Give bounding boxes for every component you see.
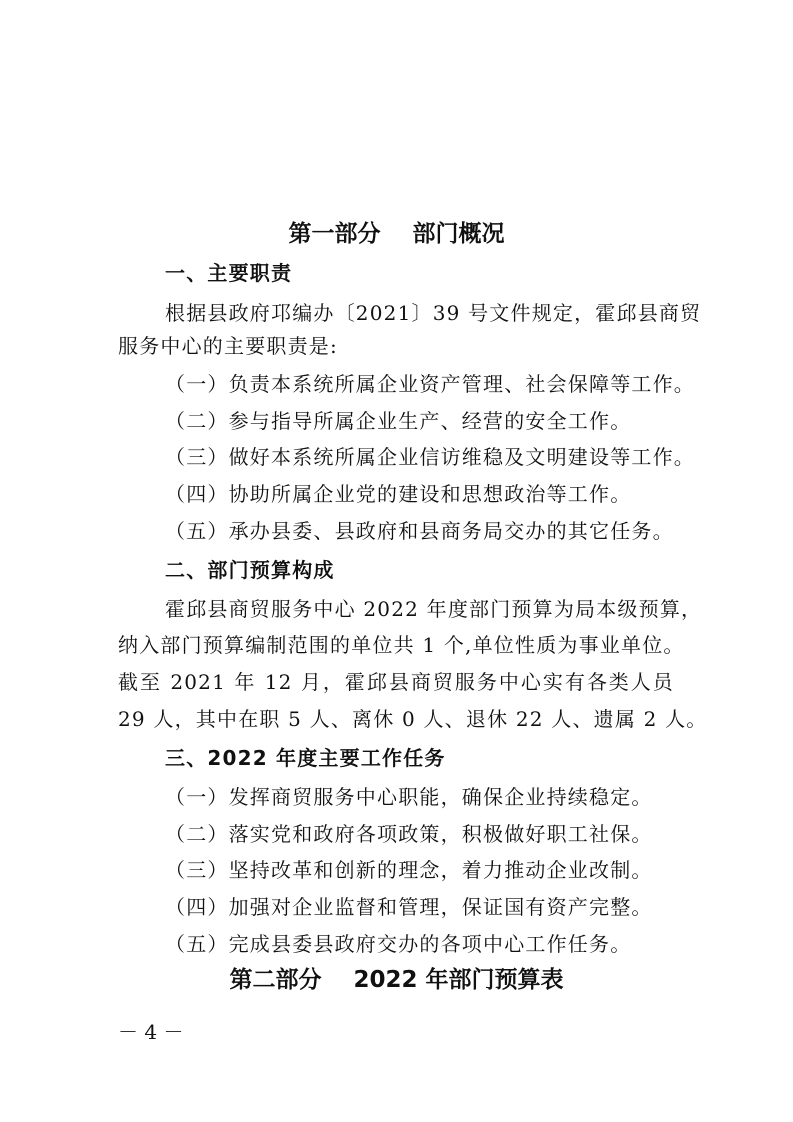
task-item-4: （四）加强对企业监督和管理，保证国有资产完整。: [165, 895, 653, 919]
budget-paragraph-line-3: 截至 2021 年 12 月，霍邱县商贸服务中心实有各类人员: [118, 670, 674, 694]
task-item-2: （二）落实党和政府各项政策，积极做好职工社保。: [165, 822, 653, 846]
page-number: － 4 －: [118, 1020, 184, 1044]
task-item-5: （五）完成县委县政府交办的各项中心工作任务。: [165, 932, 632, 956]
budget-paragraph-line-1: 霍邱县商贸服务中心 2022 年度部门预算为局本级预算，: [165, 597, 703, 621]
duty-item-4: （四）协助所属企业党的建设和思想政治等工作。: [165, 482, 632, 506]
budget-paragraph-line-4: 29 人，其中在职 5 人、离休 0 人、退休 22 人、遗属 2 人。: [118, 707, 708, 731]
duties-intro-line-2: 服务中心的主要职责是:: [118, 334, 338, 358]
budget-paragraph-line-2: 纳入部门预算编制范围的单位共 1 个,单位性质为事业单位。: [118, 633, 685, 657]
part-two-title: 第二部分 2022 年部门预算表: [229, 967, 564, 993]
section-heading-main-tasks: 三、2022 年度主要工作任务: [165, 746, 446, 770]
duties-intro-line-1: 根据县政府邛编办〔2021〕39 号文件规定，霍邱县商贸: [165, 301, 702, 325]
task-item-1: （一）发挥商贸服务中心职能，确保企业持续稳定。: [165, 785, 653, 809]
task-item-3: （三）坚持改革和创新的理念，着力推动企业改制。: [165, 858, 653, 882]
section-heading-main-duties: 一、主要职责: [165, 261, 293, 285]
section-heading-budget-composition: 二、部门预算构成: [165, 558, 335, 582]
duty-item-3: （三）做好本系统所属企业信访维稳及文明建设等工作。: [165, 445, 695, 469]
part-one-title: 第一部分 部门概况: [288, 221, 505, 247]
duty-item-2: （二）参与指导所属企业生产、经营的安全工作。: [165, 409, 632, 433]
duty-item-1: （一）负责本系统所属企业资产管理、社会保障等工作。: [165, 372, 695, 396]
duty-item-5: （五）承办县委、县政府和县商务局交办的其它任务。: [165, 519, 674, 543]
